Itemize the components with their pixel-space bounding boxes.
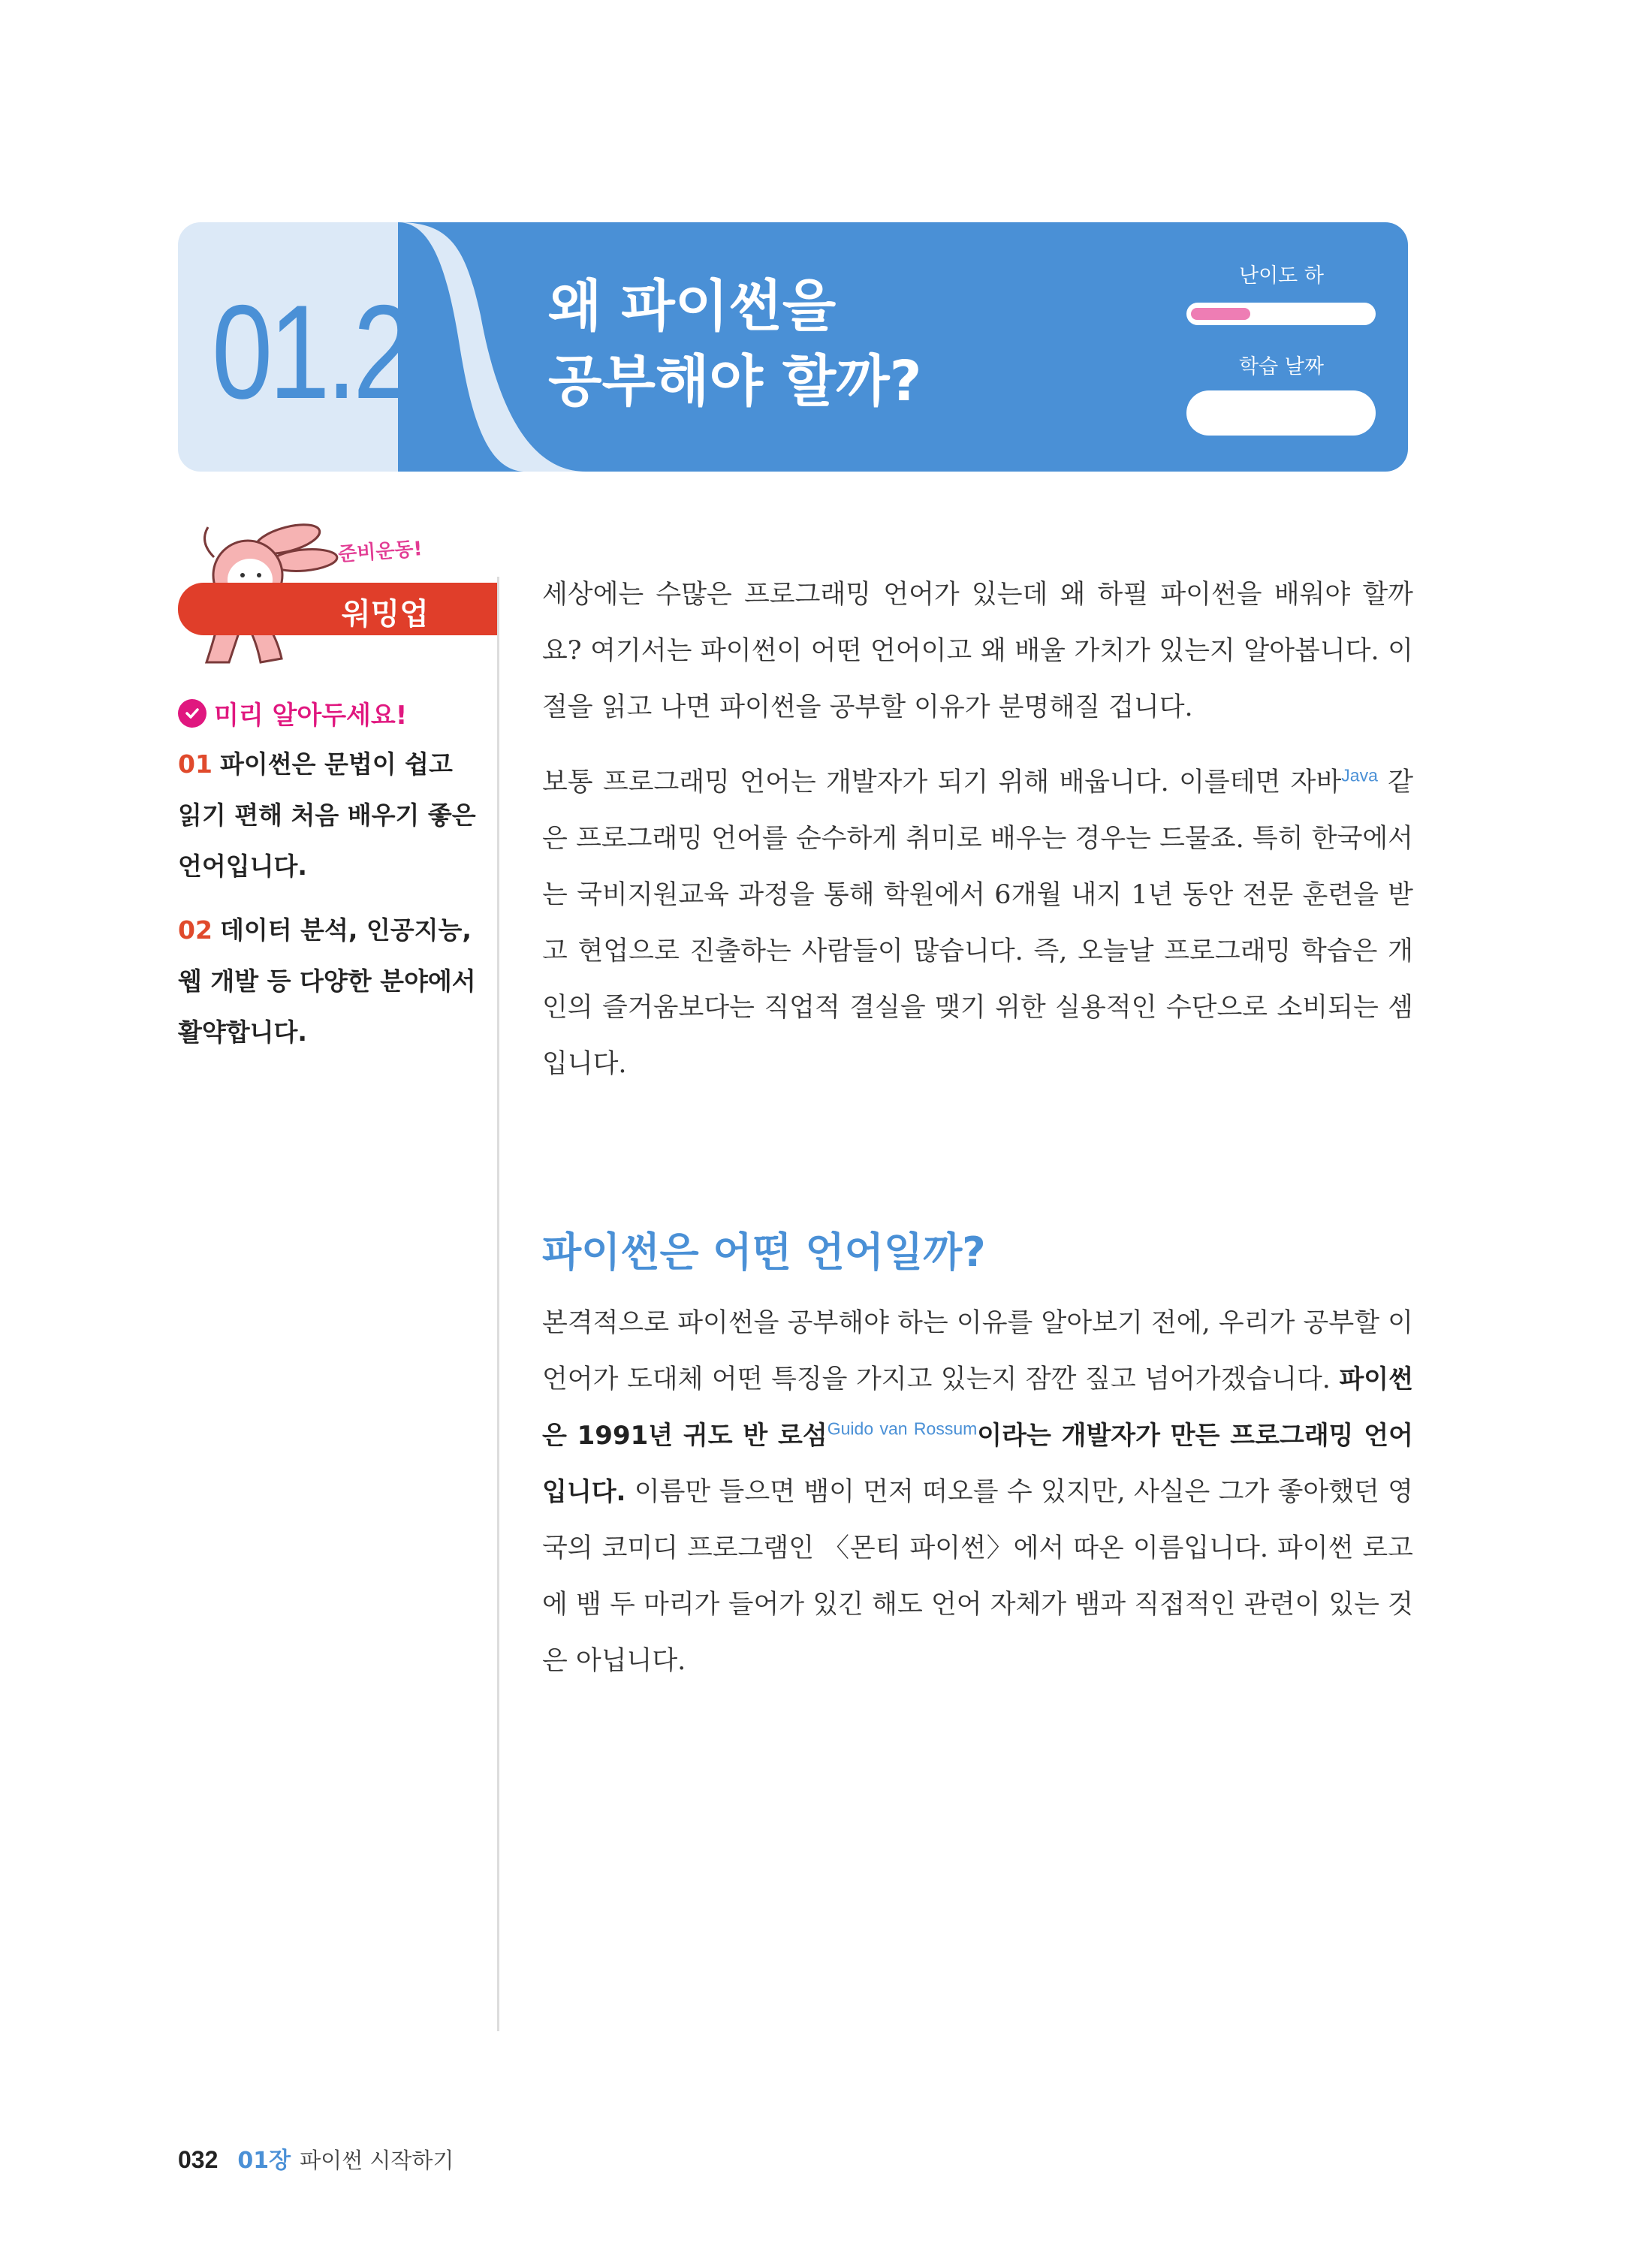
page-number: 032: [178, 2146, 219, 2173]
sidebar-divider: [497, 577, 499, 2031]
guido-gloss: Guido van Rossum: [827, 1418, 978, 1439]
origin-text-a: 본격적으로 파이썬을 공부해야 하는 이유를 알아보기 전에, 우리가 공부할 이 언어가 도대체 어떤 특징을 가지고 있는지 잠깐 짚고 넘어가겠습니다.: [542, 1308, 1413, 1394]
difficulty-bar: [1186, 303, 1376, 325]
section-title-line1: 왜 파이썬을: [548, 274, 837, 339]
preview-item: [178, 739, 478, 892]
chapter-number: 01장: [237, 2148, 291, 2174]
preview-item-text: 파이썬은 문법이 쉽고 읽기 편해 처음 배우기 좋은 언어입니다.: [178, 749, 476, 881]
preview-item-number: 02: [178, 915, 213, 945]
check-circle-icon: [178, 699, 206, 728]
intro-paragraph: [542, 567, 1413, 736]
chapter-title: 파이썬 시작하기: [300, 2148, 454, 2173]
warmup-tag-label: 워밍업: [342, 597, 429, 632]
page-footer: [178, 2142, 454, 2175]
java-gloss: Java: [1341, 765, 1378, 785]
origin-bold-b: 이라는 개발자가 만든 프로그래밍 언어입니다.: [542, 1421, 1413, 1507]
section-number: 01.2: [212, 277, 411, 427]
origin-bold-a: 파이썬은 1991년 귀도 반 로섬: [542, 1364, 1413, 1451]
python-origin-paragraph: [542, 1295, 1413, 1690]
difficulty-bar-fill: [1191, 308, 1250, 320]
subsection-heading: 파이썬은 어떤 언어일까?: [542, 1228, 986, 1276]
study-date-field[interactable]: [1186, 390, 1376, 436]
warmup-tag: [178, 583, 497, 635]
intro-text: 세상에는 수많은 프로그래밍 언어가 있는데 왜 하필 파이썬을 배워야 할까요? 여기서는 파이썬이 어떤 언어이고 왜 배울 가치가 있는지 알아봅니다. 이 절을 읽고 나면 파이썬을 공부할 이유가 분명해질 겁니다.: [542, 580, 1413, 722]
section-title: [548, 269, 922, 419]
motivation-paragraph: [542, 755, 1413, 1093]
know-beforehand-heading: [178, 695, 407, 731]
preview-item: [178, 905, 478, 1058]
difficulty-label: 난이도 하: [1239, 264, 1324, 288]
motivation-text-b: 같은 프로그래밍 언어를 순수하게 취미로 배우는 경우는 드물죠. 특히 한국에서는 국비지원교육 과정을 통해 학원에서 6개월 내지 1년 동안 전문 훈련을 받고 현업으로 진출하는 사람들이 많습니다. 즉, 오늘날 프로그래밍 학습은 개인의 즐거움보다는 직업적 결실을 맺기 위한 실용적인 수단으로 소비되는 셈입니다.: [542, 767, 1414, 1079]
header-curve-decoration: [0, 0, 1652, 526]
study-date-label: 학습 날짜: [1239, 355, 1324, 378]
origin-text-b: 이름만 들으면 뱀이 먼저 떠오를 수 있지만, 사실은 그가 좋아했던 영국의 코미디 프로그램인 〈몬티 파이썬〉에서 따온 이름입니다. 파이썬 로고에 뱀 두 마리가 들어가 있긴 해도 언어 자체가 뱀과 직접적인 관련이 있는 것은 아닙니다.: [542, 1477, 1413, 1676]
know-heading-text: 미리 알아두세요!: [214, 701, 408, 731]
preview-item-text: 데이터 분석, 인공지능, 웹 개발 등 다양한 분야에서 활약합니다.: [178, 915, 476, 1047]
warmup-badge-text: 준비운동!: [337, 538, 424, 566]
preview-item-number: 01: [178, 749, 213, 779]
motivation-text-a: 보통 프로그래밍 언어는 개발자가 되기 위해 배웁니다. 이를테면 자바: [542, 767, 1342, 797]
section-title-line2: 공부해야 할까?: [548, 349, 922, 414]
